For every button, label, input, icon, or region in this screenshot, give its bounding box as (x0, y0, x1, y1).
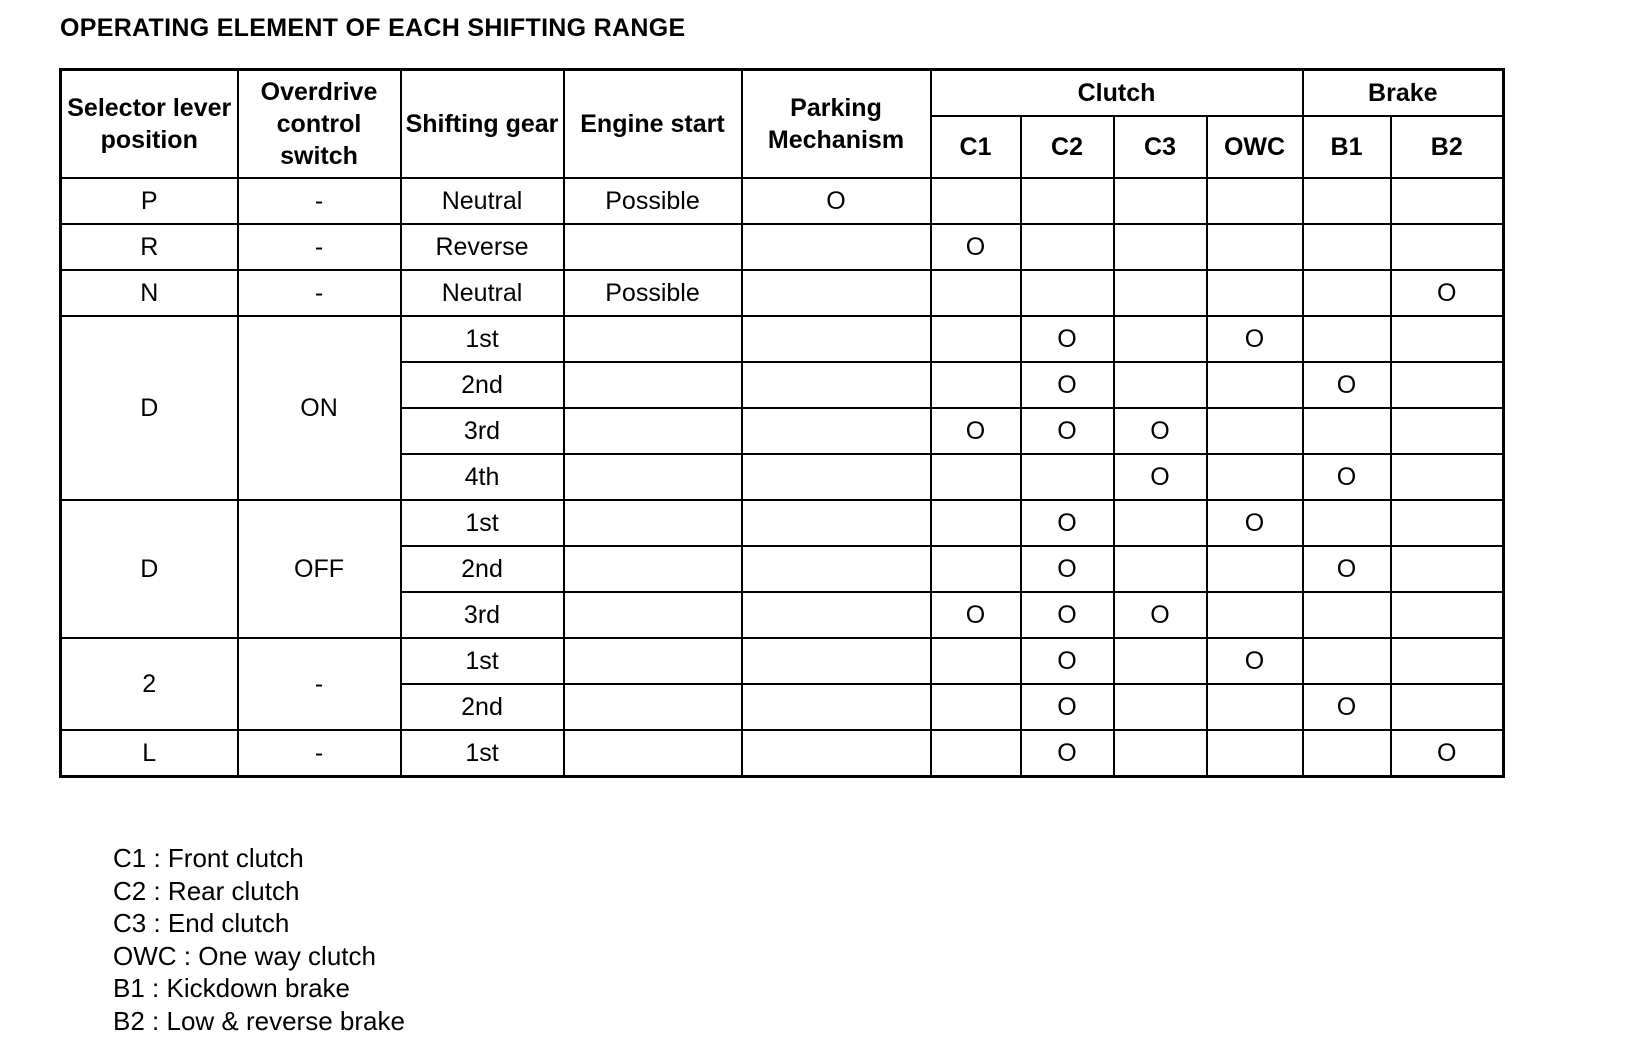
cell-overdrive-control-switch: - (238, 270, 401, 316)
legend-item (113, 940, 405, 973)
header-b2: B2 (1391, 116, 1504, 178)
cell-b1 (1303, 408, 1391, 454)
operating-mark: O (1150, 463, 1170, 491)
cell-c1 (931, 684, 1021, 730)
cell-c1 (931, 408, 1021, 454)
header-engine-start: Engine start (564, 70, 742, 179)
cell-c3 (1114, 684, 1207, 730)
cell-parking (742, 224, 931, 270)
header-brake-group: Brake (1303, 70, 1504, 117)
cell-b1 (1303, 316, 1391, 362)
operating-mark: O (1057, 325, 1077, 353)
header-owc: OWC (1207, 116, 1303, 178)
cell-b1 (1303, 178, 1391, 224)
operating-mark: O (1057, 371, 1077, 399)
header-c3: C3 (1114, 116, 1207, 178)
cell-selector-lever-position: N (61, 270, 238, 316)
legend-separator: : (144, 973, 167, 1003)
cell-shifting-gear: 1st (401, 638, 564, 684)
cell-b2 (1391, 362, 1504, 408)
header-parking-mechanism: Parking Mechanism (742, 70, 931, 179)
legend-description: Kickdown brake (166, 973, 351, 1003)
operating-mark: O (1336, 693, 1357, 721)
cell-owc (1207, 730, 1303, 777)
cell-b2 (1391, 316, 1504, 362)
operating-mark: O (1057, 647, 1077, 675)
cell-shifting-gear: 2nd (401, 684, 564, 730)
legend-separator: : (176, 940, 199, 971)
cell-owc (1207, 454, 1303, 500)
operating-mark: O (965, 233, 986, 261)
table-row (61, 224, 1504, 270)
cell-selector-lever-position: L (61, 730, 238, 777)
cell-b1 (1303, 500, 1391, 546)
cell-shifting-gear: 1st (401, 500, 564, 546)
legend-separator: : (144, 1005, 167, 1036)
cell-selector-lever-position: D (61, 500, 238, 638)
header-overdrive-control-switch: Overdrive control switch (238, 70, 401, 179)
header-c1: C1 (931, 116, 1021, 178)
cell-shifting-gear: 3rd (401, 408, 564, 454)
cell-b2 (1391, 408, 1504, 454)
cell-overdrive-control-switch: ON (238, 316, 401, 500)
cell-c3 (1114, 454, 1207, 500)
table-row (61, 500, 1504, 546)
legend-item (113, 842, 405, 875)
operating-mark: O (1437, 279, 1457, 307)
legend-description: Front clutch (167, 843, 304, 873)
cell-shifting-gear: 1st (401, 730, 564, 777)
legend-description: One way clutch (198, 940, 376, 971)
cell-owc (1207, 316, 1303, 362)
header-shifting-gear: Shifting gear (401, 70, 564, 179)
operating-mark: O (1336, 555, 1357, 583)
operating-mark: O (1336, 463, 1357, 491)
cell-shifting-gear: 2nd (401, 362, 564, 408)
cell-selector-lever-position: D (61, 316, 238, 500)
cell-c2 (1021, 638, 1114, 684)
cell-c2 (1021, 730, 1114, 777)
cell-b1 (1303, 592, 1391, 638)
cell-c1 (931, 638, 1021, 684)
cell-c3 (1114, 408, 1207, 454)
cell-shifting-gear: Neutral (401, 178, 564, 224)
cell-selector-lever-position: P (61, 178, 238, 224)
operating-mark: O (1057, 509, 1077, 537)
operating-mark: O (1057, 601, 1077, 629)
cell-shifting-gear: 2nd (401, 546, 564, 592)
cell-overdrive-control-switch: OFF (238, 500, 401, 638)
cell-parking (742, 454, 931, 500)
cell-owc (1207, 178, 1303, 224)
cell-c2 (1021, 408, 1114, 454)
operating-mark: O (1244, 509, 1265, 537)
operating-mark: O (1244, 325, 1265, 353)
cell-engine-start (564, 730, 742, 777)
table-row (61, 270, 1504, 316)
cell-b1 (1303, 270, 1391, 316)
legend-description: End clutch (167, 908, 290, 938)
cell-engine-start (564, 638, 742, 684)
cell-engine-start (564, 224, 742, 270)
cell-c1 (931, 270, 1021, 316)
cell-b2 (1391, 730, 1504, 777)
cell-parking (742, 178, 931, 224)
cell-parking (742, 730, 931, 777)
cell-engine-start (564, 408, 742, 454)
cell-owc (1207, 684, 1303, 730)
cell-b1 (1303, 224, 1391, 270)
cell-engine-start (564, 454, 742, 500)
cell-overdrive-control-switch: - (238, 638, 401, 730)
cell-engine-start (564, 546, 742, 592)
cell-shifting-gear: 1st (401, 316, 564, 362)
cell-engine-start (564, 684, 742, 730)
operating-mark: O (1057, 693, 1077, 721)
operating-mark: O (1150, 601, 1170, 629)
cell-c1 (931, 730, 1021, 777)
cell-owc (1207, 638, 1303, 684)
cell-c1 (931, 316, 1021, 362)
cell-engine-start (564, 592, 742, 638)
legend-code: B2 (113, 1005, 145, 1036)
legend-code: C2 (113, 875, 147, 906)
cell-engine-start: Possible (564, 178, 742, 224)
cell-c3 (1114, 638, 1207, 684)
cell-overdrive-control-switch: - (238, 730, 401, 777)
cell-c2 (1021, 546, 1114, 592)
cell-owc (1207, 592, 1303, 638)
cell-c3 (1114, 224, 1207, 270)
legend-item (113, 875, 405, 908)
operating-mark: O (965, 417, 986, 445)
legend-description: Rear clutch (167, 875, 300, 906)
cell-owc (1207, 270, 1303, 316)
cell-c2 (1021, 500, 1114, 546)
cell-shifting-gear: Neutral (401, 270, 564, 316)
cell-owc (1207, 500, 1303, 546)
cell-parking (742, 638, 931, 684)
cell-parking (742, 270, 931, 316)
cell-b2 (1391, 454, 1504, 500)
cell-owc (1207, 408, 1303, 454)
legend (113, 842, 405, 1037)
cell-c3 (1114, 270, 1207, 316)
legend-item (113, 907, 405, 940)
cell-shifting-gear: 3rd (401, 592, 564, 638)
legend-code: OWC (113, 940, 177, 971)
cell-c3 (1114, 178, 1207, 224)
cell-c2 (1021, 362, 1114, 408)
legend-separator: : (146, 908, 168, 938)
table-row (61, 730, 1504, 777)
cell-b2 (1391, 270, 1504, 316)
cell-c1 (931, 500, 1021, 546)
cell-parking (742, 316, 931, 362)
cell-parking (742, 592, 931, 638)
cell-parking (742, 546, 931, 592)
cell-engine-start (564, 362, 742, 408)
page-title: OPERATING ELEMENT OF EACH SHIFTING RANGE (60, 14, 686, 42)
cell-c2 (1021, 316, 1114, 362)
cell-parking (742, 684, 931, 730)
operating-mark: O (965, 601, 986, 629)
cell-b2 (1391, 500, 1504, 546)
cell-shifting-gear: 4th (401, 454, 564, 500)
cell-parking (742, 408, 931, 454)
cell-c3 (1114, 592, 1207, 638)
operating-mark: O (1150, 417, 1170, 445)
cell-engine-start: Possible (564, 270, 742, 316)
cell-owc (1207, 362, 1303, 408)
cell-b1 (1303, 638, 1391, 684)
operating-mark: O (826, 187, 846, 215)
cell-b2 (1391, 592, 1504, 638)
legend-item (113, 1005, 405, 1038)
operating-element-table (59, 68, 1505, 778)
cell-c3 (1114, 546, 1207, 592)
legend-item (113, 972, 405, 1005)
cell-c2 (1021, 178, 1114, 224)
table-row (61, 178, 1504, 224)
table-row (61, 316, 1504, 362)
cell-c3 (1114, 316, 1207, 362)
cell-overdrive-control-switch: - (238, 224, 401, 270)
cell-shifting-gear: Reverse (401, 224, 564, 270)
cell-c2 (1021, 224, 1114, 270)
table-body (61, 178, 1504, 777)
cell-b2 (1391, 224, 1504, 270)
operating-mark: O (1336, 371, 1357, 399)
cell-c2 (1021, 592, 1114, 638)
cell-c3 (1114, 500, 1207, 546)
legend-code: C1 (113, 843, 147, 873)
legend-description: Low & reverse brake (166, 1005, 405, 1036)
header-b1: B1 (1303, 116, 1391, 178)
cell-b2 (1391, 638, 1504, 684)
cell-selector-lever-position: R (61, 224, 238, 270)
cell-b2 (1391, 178, 1504, 224)
legend-code: C3 (113, 908, 147, 938)
cell-engine-start (564, 500, 742, 546)
cell-c3 (1114, 730, 1207, 777)
legend-separator: : (146, 843, 168, 873)
cell-c2 (1021, 684, 1114, 730)
cell-b1 (1303, 730, 1391, 777)
cell-parking (742, 362, 931, 408)
cell-parking (742, 500, 931, 546)
cell-c3 (1114, 362, 1207, 408)
operating-mark: O (1057, 739, 1077, 767)
cell-c1 (931, 546, 1021, 592)
cell-c1 (931, 454, 1021, 500)
cell-c2 (1021, 454, 1114, 500)
operating-mark: O (1244, 647, 1265, 675)
cell-c1 (931, 362, 1021, 408)
cell-b1 (1303, 362, 1391, 408)
table-row (61, 638, 1504, 684)
cell-c1 (931, 224, 1021, 270)
cell-owc (1207, 546, 1303, 592)
operating-mark: O (1437, 739, 1457, 767)
header-c2: C2 (1021, 116, 1114, 178)
cell-b1 (1303, 454, 1391, 500)
cell-c1 (931, 592, 1021, 638)
legend-separator: : (146, 875, 168, 906)
cell-overdrive-control-switch: - (238, 178, 401, 224)
cell-b2 (1391, 546, 1504, 592)
cell-engine-start (564, 316, 742, 362)
cell-c2 (1021, 270, 1114, 316)
cell-selector-lever-position: 2 (61, 638, 238, 730)
cell-c1 (931, 178, 1021, 224)
operating-mark: O (1057, 417, 1077, 445)
header-clutch-group: Clutch (931, 70, 1303, 117)
cell-owc (1207, 224, 1303, 270)
cell-b2 (1391, 684, 1504, 730)
cell-b1 (1303, 684, 1391, 730)
operating-mark: O (1057, 555, 1077, 583)
header-selector-lever-position: Selector lever position (61, 70, 238, 179)
legend-code: B1 (113, 973, 145, 1003)
cell-b1 (1303, 546, 1391, 592)
